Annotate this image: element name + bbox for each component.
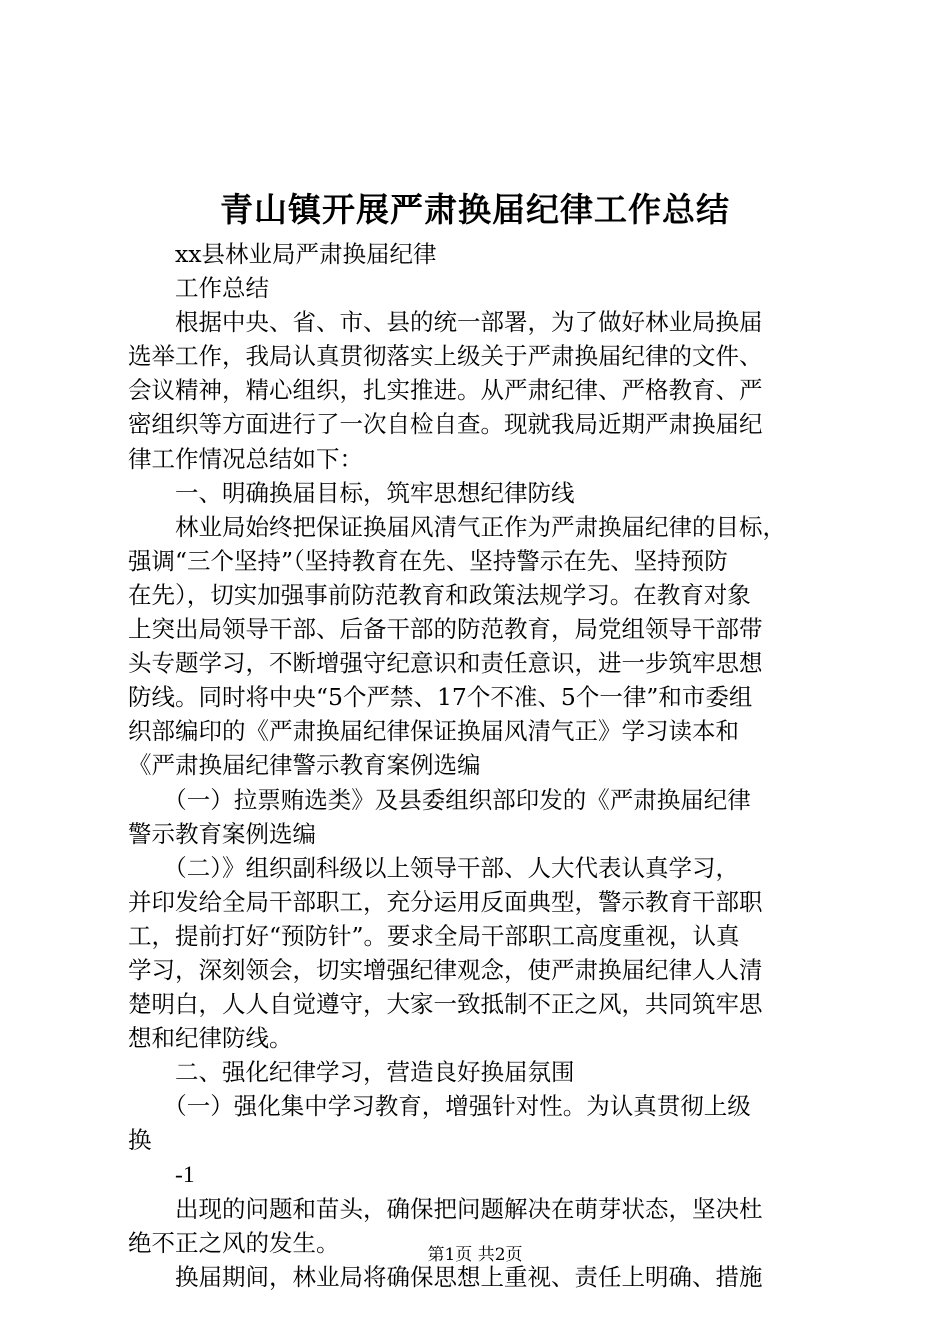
body-line: 楚明白，人人自觉遵守，大家一致抵制不正之风，共同筑牢思 xyxy=(128,990,763,1019)
body-line: 出现的问题和苗头，确保把问题解决在萌芽状态，坚决杜 xyxy=(128,1194,763,1223)
body-line: 想和纪律防线。 xyxy=(128,1024,293,1053)
body-line: xx县林业局严肃换届纪律 xyxy=(128,240,437,268)
body-line: 会议精神，精心组织，扎实推进。从严肃纪律、严格教育、严 xyxy=(128,376,763,405)
body-line: 并印发给全局干部职工，充分运用反面典型，警示教育干部职 xyxy=(128,887,763,916)
body-line: 强调“三个坚持”（坚持教育在先、坚持警示在先、坚持预防 xyxy=(128,546,728,575)
body-line: （二）》组织副科级以上领导干部、人大代表认真学习， xyxy=(128,853,739,882)
section-heading: 二、强化纪律学习，营造良好换届氛围 xyxy=(128,1058,575,1087)
body-line: （一）强化集中学习教育，增强针对性。为认真贯彻上级 xyxy=(128,1092,751,1121)
body-line: 学习，深刻领会，切实增强纪律观念，使严肃换届纪律人人清 xyxy=(128,955,763,984)
body-line: 工，提前打好“预防针”。要求全局干部职工高度重视，认真 xyxy=(128,921,740,950)
document-body xyxy=(128,237,838,1294)
body-line: （一）拉票贿选类》及县委组织部印发的《严肃换届纪律 xyxy=(128,785,751,814)
body-line: 律工作情况总结如下： xyxy=(128,444,363,473)
body-line: 上突出局领导干部、后备干部的防范教育，局党组领导干部带 xyxy=(128,615,763,644)
document-title: 青山镇开展严肃换届纪律工作总结 xyxy=(220,190,730,229)
body-line: 绝不正之风的发生。 xyxy=(128,1228,340,1257)
body-line: 在先），切实加强事前防范教育和政策法规学习。在教育对象 xyxy=(128,580,751,609)
body-line: 警示教育案例选编 xyxy=(128,819,316,848)
body-line: 《严肃换届纪律警示教育案例选编 xyxy=(128,751,481,780)
inline-page-marker: -1 xyxy=(128,1161,195,1188)
body-line: 头专题学习，不断增强守纪意识和责任意识，进一步筑牢思想 xyxy=(128,649,763,678)
body-line: 换 xyxy=(128,1126,152,1155)
body-line: 工作总结 xyxy=(128,274,269,303)
body-line: 防线。同时将中央“5个严禁、17个不准、5个一律”和市委组 xyxy=(128,683,753,712)
body-line: 织部编印的《严肃换届纪律保证换届风清气正》学习读本和 xyxy=(128,717,739,746)
body-line: 选举工作，我局认真贯彻落实上级关于严肃换届纪律的文件、 xyxy=(128,342,763,371)
body-line: 密组织等方面进行了一次自检自查。现就我局近期严肃换届纪 xyxy=(128,410,763,439)
section-heading: 一、明确换届目标，筑牢思想纪律防线 xyxy=(128,478,575,507)
body-line: 根据中央、省、市、县的统一部署，为了做好林业局换届 xyxy=(128,308,763,337)
body-line: 林业局始终把保证换届风清气正作为严肃换届纪律的目标， xyxy=(128,512,786,541)
body-line: 换届期间，林业局将确保思想上重视、责任上明确、措施 xyxy=(128,1262,763,1291)
page-footer: 第1页 共2页 xyxy=(427,1245,523,1265)
